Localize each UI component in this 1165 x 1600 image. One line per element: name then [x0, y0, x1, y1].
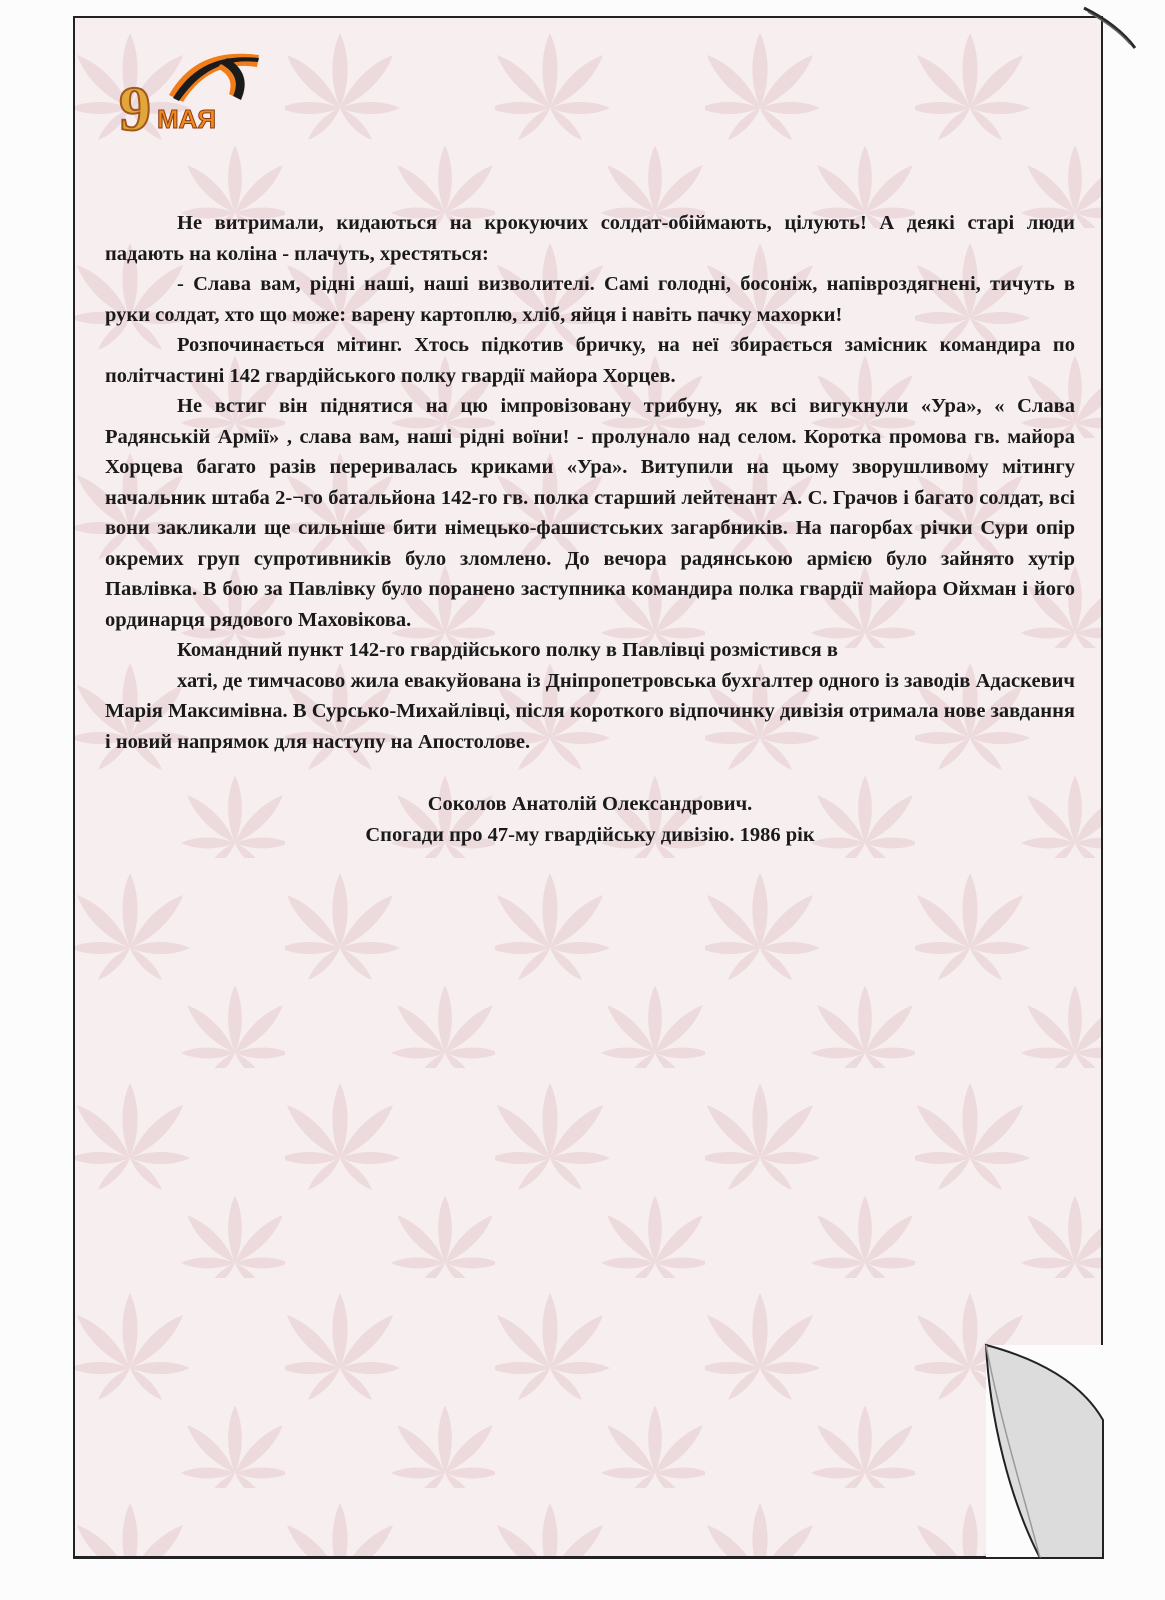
paragraph-1: Не витримали, кидаються на крокуючих солдат-обіймають, цілують! А деякі старі люди падають на коліна - плачуть, хрестяться:	[105, 212, 1075, 265]
paragraph-4: Не встиг він піднятися на цю імпровізовану трибуну, як всі вигукнули «Ура», « Слава Радянській Армії» , слава вам, наші рідні воїни! - пролунало над селом. Коротка промова гв. майора Хорцева багато разів переривалась криками «Ура». Витупили на цьому зворушливому мітингу начальник штаба 2-¬го батальйона 142-го гв. полка старший лейтенант А. С. Грачов і багато солдат, всі вони закликали ще сильніше бити німецько-фашистських загарбників. На пагорбах річки Сури опір окремих груп супротивників було зломлено. До вечора радянською армією було зайнято хутір Павлівка. В бою за Павлівку було поранено заступника командира полка гвардії майора Ойхман і його ординарця рядового Маховікова.	[105, 395, 1075, 631]
may-9-emblem	[109, 40, 269, 140]
signature-source: Спогади про 47-му гвардійську дивізію. 1986 рік	[365, 823, 815, 846]
may-9-logo	[109, 40, 269, 140]
paragraph-5: Командний пункт 142-го гвардійського полку в Павлівці розмістився в	[177, 639, 838, 661]
paragraph-3: Розпочинається мітинг. Хтось підкотив бричку, на неї збирається замісник командира по політчастині 142 гвардійського полку гвардії майора Хорцев.	[105, 334, 1075, 387]
logo-number: 9	[119, 73, 151, 140]
document-sheet	[73, 16, 1103, 1558]
document-body	[105, 208, 1075, 850]
signature-author: Соколов Анатолій Олександрович.	[427, 793, 753, 815]
paragraph-6: хаті, де тимчасово жила евакуйована із Дніпропетровська бухгалтер одного із заводів Адаскевич Марія Максимівна. В Сурсько-Михайлівці, після короткого відпочинку дивізія отримала нове завдання і новий напрямок для наступу на Апостолове.	[105, 669, 1075, 753]
logo-word: МАЯ	[157, 104, 217, 134]
signature-block	[105, 789, 1075, 850]
paragraph-2: - Слава вам, рідні наші, наші визволителі. Самі голодні, босоніж, напівроздягнені, тичуть в руки солдат, хто що може: варену картоплю, хліб, яйця і навіть пачку махорки!	[105, 273, 1075, 326]
